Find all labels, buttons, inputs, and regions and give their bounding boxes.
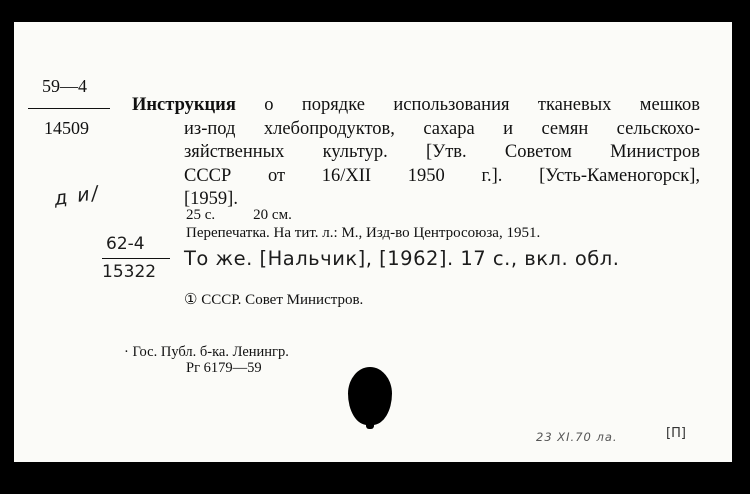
- library-stamp-line-1: · Гос. Публ. б-ка. Ленингр.: [124, 344, 289, 360]
- handwritten-marginal-mark: д и/: [52, 181, 102, 211]
- call-number-bottom: 14509: [44, 118, 89, 138]
- entry-line-5: [1959].: [184, 189, 238, 209]
- bottom-handwritten-date: 23 XI.70 ла.: [536, 430, 618, 444]
- punch-hole: [348, 367, 392, 425]
- circled-one-icon: ①: [184, 292, 198, 308]
- entry-line-2: из-под хлебопродуктов, сахара и семян сельскохо-: [184, 118, 700, 139]
- handwritten-call-number-top: 62-4: [106, 234, 145, 254]
- bibliographic-entry: [132, 94, 700, 212]
- bottom-bracket-mark: [П]: [666, 426, 686, 441]
- reprint-note: Перепечатка. На тит. л.: М., Изд-во Центросоюза, 1951.: [186, 225, 541, 241]
- subject-heading: [184, 290, 363, 309]
- book-size: 20 см.: [253, 207, 292, 223]
- handwritten-call-number-divider: [102, 258, 170, 259]
- catalog-card: [14, 22, 732, 462]
- entry-line-1: [132, 94, 700, 118]
- pagination: [186, 207, 292, 224]
- library-stamp-line-2: Рг 6179—59: [186, 360, 262, 376]
- entry-line-3: зяйственных культур. [Утв. Советом Министров: [184, 142, 700, 162]
- call-number-top: 59—4: [42, 76, 87, 96]
- entry-line-1-rest: о порядке использования тканевых мешков: [264, 95, 700, 115]
- entry-title: Инструкция: [132, 95, 236, 115]
- page-count: 25 с.: [186, 207, 216, 223]
- handwritten-call-number-bottom: 15322: [102, 262, 157, 282]
- handwritten-note: То же. [Нальчик], [1962]. 17 с., вкл. обл.: [184, 247, 620, 270]
- entry-line-4: СССР от 16/XII 1950 г.]. [Усть-Каменогорск],: [184, 165, 700, 186]
- subject-text: СССР. Совет Министров.: [201, 292, 364, 308]
- call-number-divider: [28, 108, 110, 109]
